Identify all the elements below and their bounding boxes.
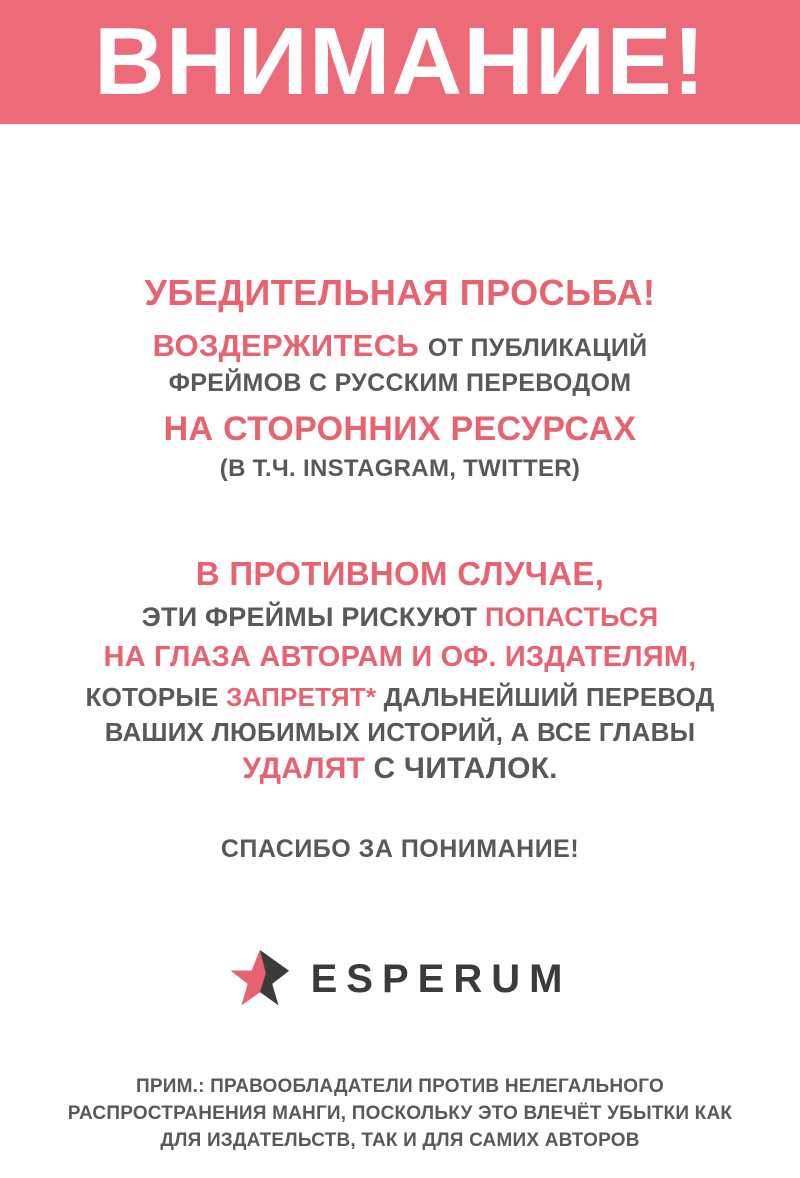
request-line-2-rest: ОТ ПУБЛИКАЦИЙ: [427, 334, 648, 363]
attention-banner: [0, 0, 800, 124]
consequence-line-6-a: УДАЛЯТ: [242, 752, 365, 786]
request-heading: УБЕДИТЕЛЬНАЯ ПРОСЬБА!: [144, 272, 656, 313]
consequence-line-6: [40, 751, 760, 786]
consequence-line-2: [40, 602, 760, 634]
consequence-line-6-b: С ЧИТАЛОК.: [365, 752, 558, 786]
request-line-2-strong: ВОЗДЕРЖИТЕСЬ: [152, 328, 419, 364]
footnote-line-2: РАСПРОСТРАНЕНИЯ МАНГИ, ПОСКОЛЬКУ ЭТО ВЛЕЧЁТ УБЫТКИ КАК: [67, 1103, 733, 1125]
consequence-line-3: НА ГЛАЗА АВТОРАМ И ОФ. ИЗДАТЕЛЯМ,: [103, 640, 697, 673]
consequence-line-5: ВАШИХ ЛЮБИМЫХ ИСТОРИЙ, А ВСЕ ГЛАВЫ: [104, 716, 696, 747]
notice-content: [0, 272, 800, 1155]
request-line-4: НА СТОРОННИХ РЕСУРСАХ: [163, 409, 637, 448]
consequence-line-4-a: КОТОРЫЕ: [85, 681, 227, 712]
consequence-line-4: [40, 682, 760, 713]
brand-name: ESPERUM: [310, 957, 572, 1002]
request-block: [40, 272, 760, 483]
consequence-line-2-a: ЭТИ ФРЕЙМЫ РИСКУЮТ: [141, 601, 485, 632]
brand-logo: [40, 948, 760, 1010]
consequence-line-4-c: ДАЛЬНЕЙШИЙ ПЕРЕВОД: [376, 681, 715, 712]
consequence-line-4-b: ЗАПРЕТЯТ*: [226, 681, 377, 712]
thanks-line: СПАСИБО ЗА ПОНИМАНИЕ!: [220, 834, 580, 863]
request-line-5: (В Т.Ч. INSTAGRAM, TWITTER): [219, 454, 581, 482]
footnote-line-1: ПРИМ.: ПРАВООБЛАДАТЕЛИ ПРОТИВ НЕЛЕГАЛЬНОГО: [136, 1076, 664, 1098]
consequence-block: [40, 555, 760, 864]
star-icon: [229, 948, 291, 1010]
request-line-3: ФРЕЙМОВ С РУССКИМ ПЕРЕВОДОМ: [168, 369, 632, 398]
footnote-line-3: ДЛЯ ИЗДАТЕЛЬСТВ, ТАК И ДЛЯ САМИХ АВТОРОВ: [160, 1130, 640, 1152]
banner-title: ВНИМАНИЕ!: [93, 8, 707, 115]
consequence-line-2-b: ПОПАСТЬСЯ: [484, 601, 659, 632]
request-line-2: [40, 328, 760, 365]
footnote-block: [40, 1074, 760, 1155]
consequence-line-1: В ПРОТИВНОМ СЛУЧАЕ,: [195, 554, 605, 592]
